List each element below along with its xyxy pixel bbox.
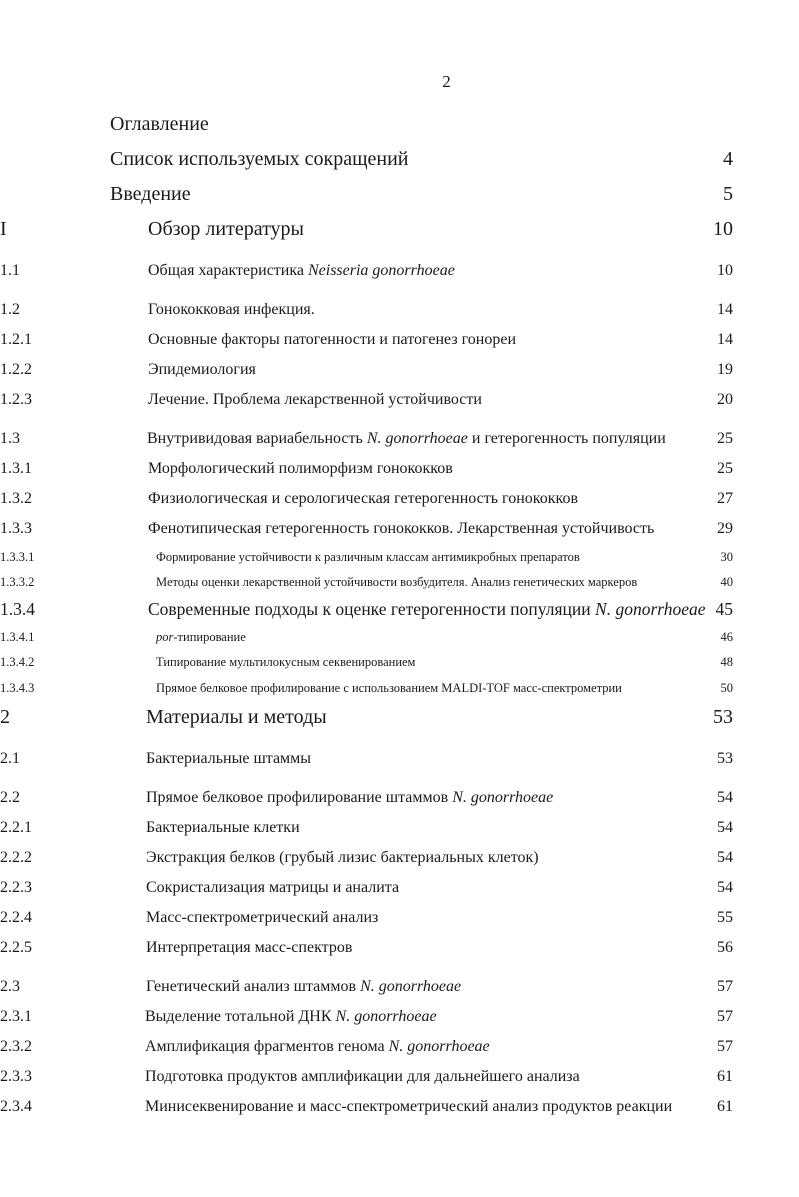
toc-entry-title bbox=[148, 358, 256, 382]
toc-entry-number: 1.3.4 bbox=[0, 599, 35, 619]
title-italic: N. gonorrhoeae bbox=[595, 599, 706, 619]
toc-entry-number: 1.3.4.2 bbox=[0, 655, 35, 669]
toc-entry-title bbox=[146, 705, 327, 729]
toc-entry-title bbox=[146, 786, 553, 810]
title-text: Фенотипическая гетерогенность гонококков. Лекарственная устойчивость bbox=[148, 520, 655, 537]
title-text: Лечение. Проблема лекарственной устойчивости bbox=[148, 391, 482, 408]
toc-entry-page: 14 bbox=[717, 301, 733, 318]
title-text: Сокристализация матрицы и аналита bbox=[146, 879, 400, 896]
title-text: Экстракция белков (грубый лизис бактериальных клеток) bbox=[146, 849, 539, 866]
toc-entry-title bbox=[146, 876, 399, 900]
toc-entry-page: 14 bbox=[717, 331, 733, 348]
toc-entry-page: 40 bbox=[720, 575, 733, 589]
toc-entry-title bbox=[146, 936, 352, 960]
toc-entry-number: 2.2.4 bbox=[0, 909, 32, 926]
toc-entry bbox=[0, 1095, 799, 1119]
toc-entry-number: 1.2.2 bbox=[0, 361, 32, 378]
toc-entry-title bbox=[146, 975, 461, 999]
toc-entry bbox=[0, 1005, 799, 1029]
toc-entry-page: 27 bbox=[717, 490, 733, 507]
toc-entry bbox=[0, 846, 799, 870]
toc-entry bbox=[0, 676, 799, 700]
toc-entry-page: 53 bbox=[713, 706, 733, 728]
title-italic: N. gonorrhoeae bbox=[335, 1008, 437, 1025]
toc-entry-title bbox=[148, 217, 304, 241]
toc-entry bbox=[0, 1065, 799, 1089]
title-text: Выделение тотальной ДНК bbox=[145, 1008, 336, 1025]
toc-entry-number: 2.2.3 bbox=[0, 879, 32, 896]
title-italic: N. gonorrhoeae bbox=[360, 978, 462, 995]
toc-entry-number: 2.3.4 bbox=[0, 1098, 32, 1115]
title-text: Основные факторы патогенности и патогенез гонореи bbox=[148, 331, 517, 348]
toc-entry-page: 19 bbox=[717, 361, 733, 378]
toc-entry-title bbox=[146, 846, 539, 870]
toc-entry-number: I bbox=[0, 218, 7, 240]
title-text: Генетический анализ штаммов bbox=[146, 978, 361, 995]
toc-entry-title bbox=[145, 1035, 490, 1059]
toc-entry bbox=[0, 936, 799, 960]
toc-entry-page: 54 bbox=[717, 789, 733, 806]
toc-entry bbox=[0, 650, 799, 674]
toc-entry-page: 25 bbox=[717, 430, 733, 447]
toc-entry-title bbox=[146, 816, 300, 840]
toc-entry bbox=[0, 147, 799, 171]
toc-entry-title bbox=[148, 298, 315, 322]
toc-entry-number: 1.2 bbox=[0, 301, 20, 318]
toc-entry bbox=[0, 625, 799, 649]
toc-entry-page: 48 bbox=[720, 655, 733, 669]
toc-entry-number: 2.3.2 bbox=[0, 1038, 32, 1055]
toc-entry-number: 1.3.3.2 bbox=[0, 575, 35, 589]
toc-entry bbox=[0, 876, 799, 900]
toc-entry-page: 10 bbox=[713, 218, 733, 240]
toc-entry bbox=[0, 786, 799, 810]
toc-entry-title bbox=[145, 1065, 580, 1089]
title-italic: por bbox=[156, 630, 174, 644]
title-text: Материалы и методы bbox=[146, 706, 327, 728]
title-text: Подготовка продуктов амплификации для дальнейшего анализа bbox=[145, 1068, 580, 1085]
toc-entry bbox=[0, 358, 799, 382]
toc-entry-title bbox=[148, 259, 455, 283]
title-text: Методы оценки лекарственной устойчивости возбудителя. Анализ генетических маркеров bbox=[156, 575, 638, 589]
toc-entry bbox=[0, 457, 799, 481]
toc-entry-title bbox=[145, 1095, 672, 1119]
toc-entry bbox=[0, 570, 799, 594]
toc-entry-title bbox=[147, 427, 666, 451]
toc-entry-title bbox=[148, 388, 482, 412]
toc-entry-number: 2.2 bbox=[0, 789, 20, 806]
title-text: Общая характеристика bbox=[148, 262, 308, 279]
toc-entry bbox=[0, 259, 799, 283]
page-number: 2 bbox=[442, 72, 451, 91]
toc-entry bbox=[0, 217, 799, 241]
toc-entry-title bbox=[156, 650, 415, 674]
toc-entry-page: 57 bbox=[717, 1038, 733, 1055]
toc-entry bbox=[0, 298, 799, 322]
toc-entry-title bbox=[148, 457, 453, 481]
title-text: Введение bbox=[110, 183, 191, 205]
toc-entry-page: 61 bbox=[717, 1068, 733, 1085]
title-text: Интерпретация масс-спектров bbox=[146, 939, 353, 956]
toc-entry-number: 2.3.3 bbox=[0, 1068, 32, 1085]
title-text: Прямое белковое профилирование штаммов bbox=[146, 789, 453, 806]
toc-entry-number: 1.3.2 bbox=[0, 490, 32, 507]
toc-entry-number: 1.2.1 bbox=[0, 331, 32, 348]
toc-entry-number: 1.3 bbox=[0, 430, 20, 447]
toc-entry-number: 2.2.5 bbox=[0, 939, 32, 956]
toc-entry-page: 61 bbox=[717, 1098, 733, 1115]
title-italic: N. gonorrhoeae bbox=[366, 430, 468, 447]
toc-entry-number: 2 bbox=[0, 706, 10, 728]
toc-entry-number: 1.2.3 bbox=[0, 391, 32, 408]
toc-entry-title bbox=[148, 487, 578, 511]
title-text: Амплификация фрагментов генома bbox=[145, 1038, 389, 1055]
title-text: Прямое белковое профилирование с использованием MALDI-TOF масс-спектрометрии bbox=[156, 681, 622, 695]
title-text: -типирование bbox=[173, 630, 246, 644]
toc-entry-number: 2.1 bbox=[0, 750, 20, 767]
toc-entry-number: 2.2.1 bbox=[0, 819, 32, 836]
toc-entry-page: 29 bbox=[717, 520, 733, 537]
title-text: Бактериальные штаммы bbox=[146, 750, 312, 767]
toc-entry-page: 55 bbox=[717, 909, 733, 926]
toc-entry-page: 57 bbox=[717, 1008, 733, 1025]
toc-entry-page: 53 bbox=[717, 750, 733, 767]
toc-entry-title bbox=[148, 517, 654, 541]
toc-entry bbox=[0, 545, 799, 569]
toc-entry-number: 1.1 bbox=[0, 262, 20, 279]
toc-entry-page: 25 bbox=[717, 460, 733, 477]
toc-entry-page: 45 bbox=[715, 599, 733, 619]
toc-entry-page: 20 bbox=[717, 391, 733, 408]
toc-entry-number: 2.3.1 bbox=[0, 1008, 32, 1025]
toc-entry bbox=[0, 705, 799, 729]
toc-entry-page: 5 bbox=[723, 183, 733, 205]
title-italic: N. gonorrhoeae bbox=[388, 1038, 490, 1055]
title-text: Гонококковая инфекция. bbox=[148, 301, 315, 318]
toc-entry-number: 1.3.3.1 bbox=[0, 550, 35, 564]
toc-entry-title bbox=[156, 545, 580, 569]
toc-entry bbox=[0, 906, 799, 930]
title-text: Современные подходы к оценке гетерогенности популяции bbox=[148, 599, 596, 619]
toc-entry-title bbox=[146, 747, 311, 771]
toc-entry-number: 1.3.3 bbox=[0, 520, 32, 537]
toc-entry bbox=[0, 182, 799, 206]
title-text: Минисеквенирование и масс-спектрометрический анализ продуктов реакции bbox=[145, 1098, 673, 1115]
toc-entry-title bbox=[156, 625, 246, 649]
toc-entry bbox=[0, 517, 799, 541]
toc-entry-title bbox=[148, 328, 516, 352]
title-text: Внутривидовая вариабельность bbox=[147, 430, 367, 447]
toc-entry-number: 2.3 bbox=[0, 978, 20, 995]
toc-entry-page: 54 bbox=[717, 879, 733, 896]
title-text: Морфологический полиморфизм гонококков bbox=[148, 460, 453, 477]
toc-entry-page: 56 bbox=[717, 939, 733, 956]
toc-entry-number: 2.2.2 bbox=[0, 849, 32, 866]
toc-entry-title bbox=[156, 570, 637, 594]
title-italic: Neisseria gonorrhoeae bbox=[307, 262, 455, 279]
title-text: Бактериальные клетки bbox=[146, 819, 300, 836]
toc-entry bbox=[0, 747, 799, 771]
toc-entry-page: 4 bbox=[723, 148, 733, 170]
toc-entry-page: 30 bbox=[720, 550, 733, 564]
toc-entry-title bbox=[156, 676, 622, 700]
title-text: Обзор литературы bbox=[148, 218, 304, 240]
title-text: Физиологическая и серологическая гетерогенность гонококков bbox=[148, 490, 579, 507]
toc-entry-page: 50 bbox=[720, 681, 733, 695]
toc-entry-title bbox=[110, 182, 191, 206]
title-text: Эпидемиология bbox=[148, 361, 256, 378]
toc-entry-title bbox=[148, 597, 706, 621]
title-text: и гетерогенность популяции bbox=[467, 430, 666, 447]
toc-entry-title bbox=[146, 906, 378, 930]
toc-entry-page: 54 bbox=[717, 819, 733, 836]
toc-entry bbox=[0, 975, 799, 999]
toc-entry-page: 10 bbox=[717, 262, 733, 279]
toc-entry-number: 1.3.4.1 bbox=[0, 630, 35, 644]
toc-heading: Оглавление bbox=[110, 113, 209, 135]
title-italic: N. gonorrhoeae bbox=[452, 789, 554, 806]
title-text: Формирование устойчивости к различным классам антимикробных препаратов bbox=[156, 550, 580, 564]
title-text: Масс-спектрометрический анализ bbox=[146, 909, 379, 926]
toc-entry-title bbox=[145, 1005, 437, 1029]
title-text: Список используемых сокращений bbox=[110, 148, 409, 170]
toc-entry-page: 46 bbox=[720, 630, 733, 644]
toc-entry-page: 57 bbox=[717, 978, 733, 995]
toc-entry bbox=[0, 816, 799, 840]
toc-entry-title bbox=[110, 147, 409, 171]
toc-entry-number: 1.3.1 bbox=[0, 460, 32, 477]
toc-entry-page: 54 bbox=[717, 849, 733, 866]
toc-entry bbox=[0, 388, 799, 412]
toc-entry-number: 1.3.4.3 bbox=[0, 681, 35, 695]
toc-entry bbox=[0, 597, 799, 621]
title-text: Типирование мультилокусным секвенированием bbox=[156, 655, 416, 669]
toc-entry bbox=[0, 427, 799, 451]
toc-entry bbox=[0, 328, 799, 352]
toc-entry bbox=[0, 1035, 799, 1059]
toc-entry bbox=[0, 487, 799, 511]
